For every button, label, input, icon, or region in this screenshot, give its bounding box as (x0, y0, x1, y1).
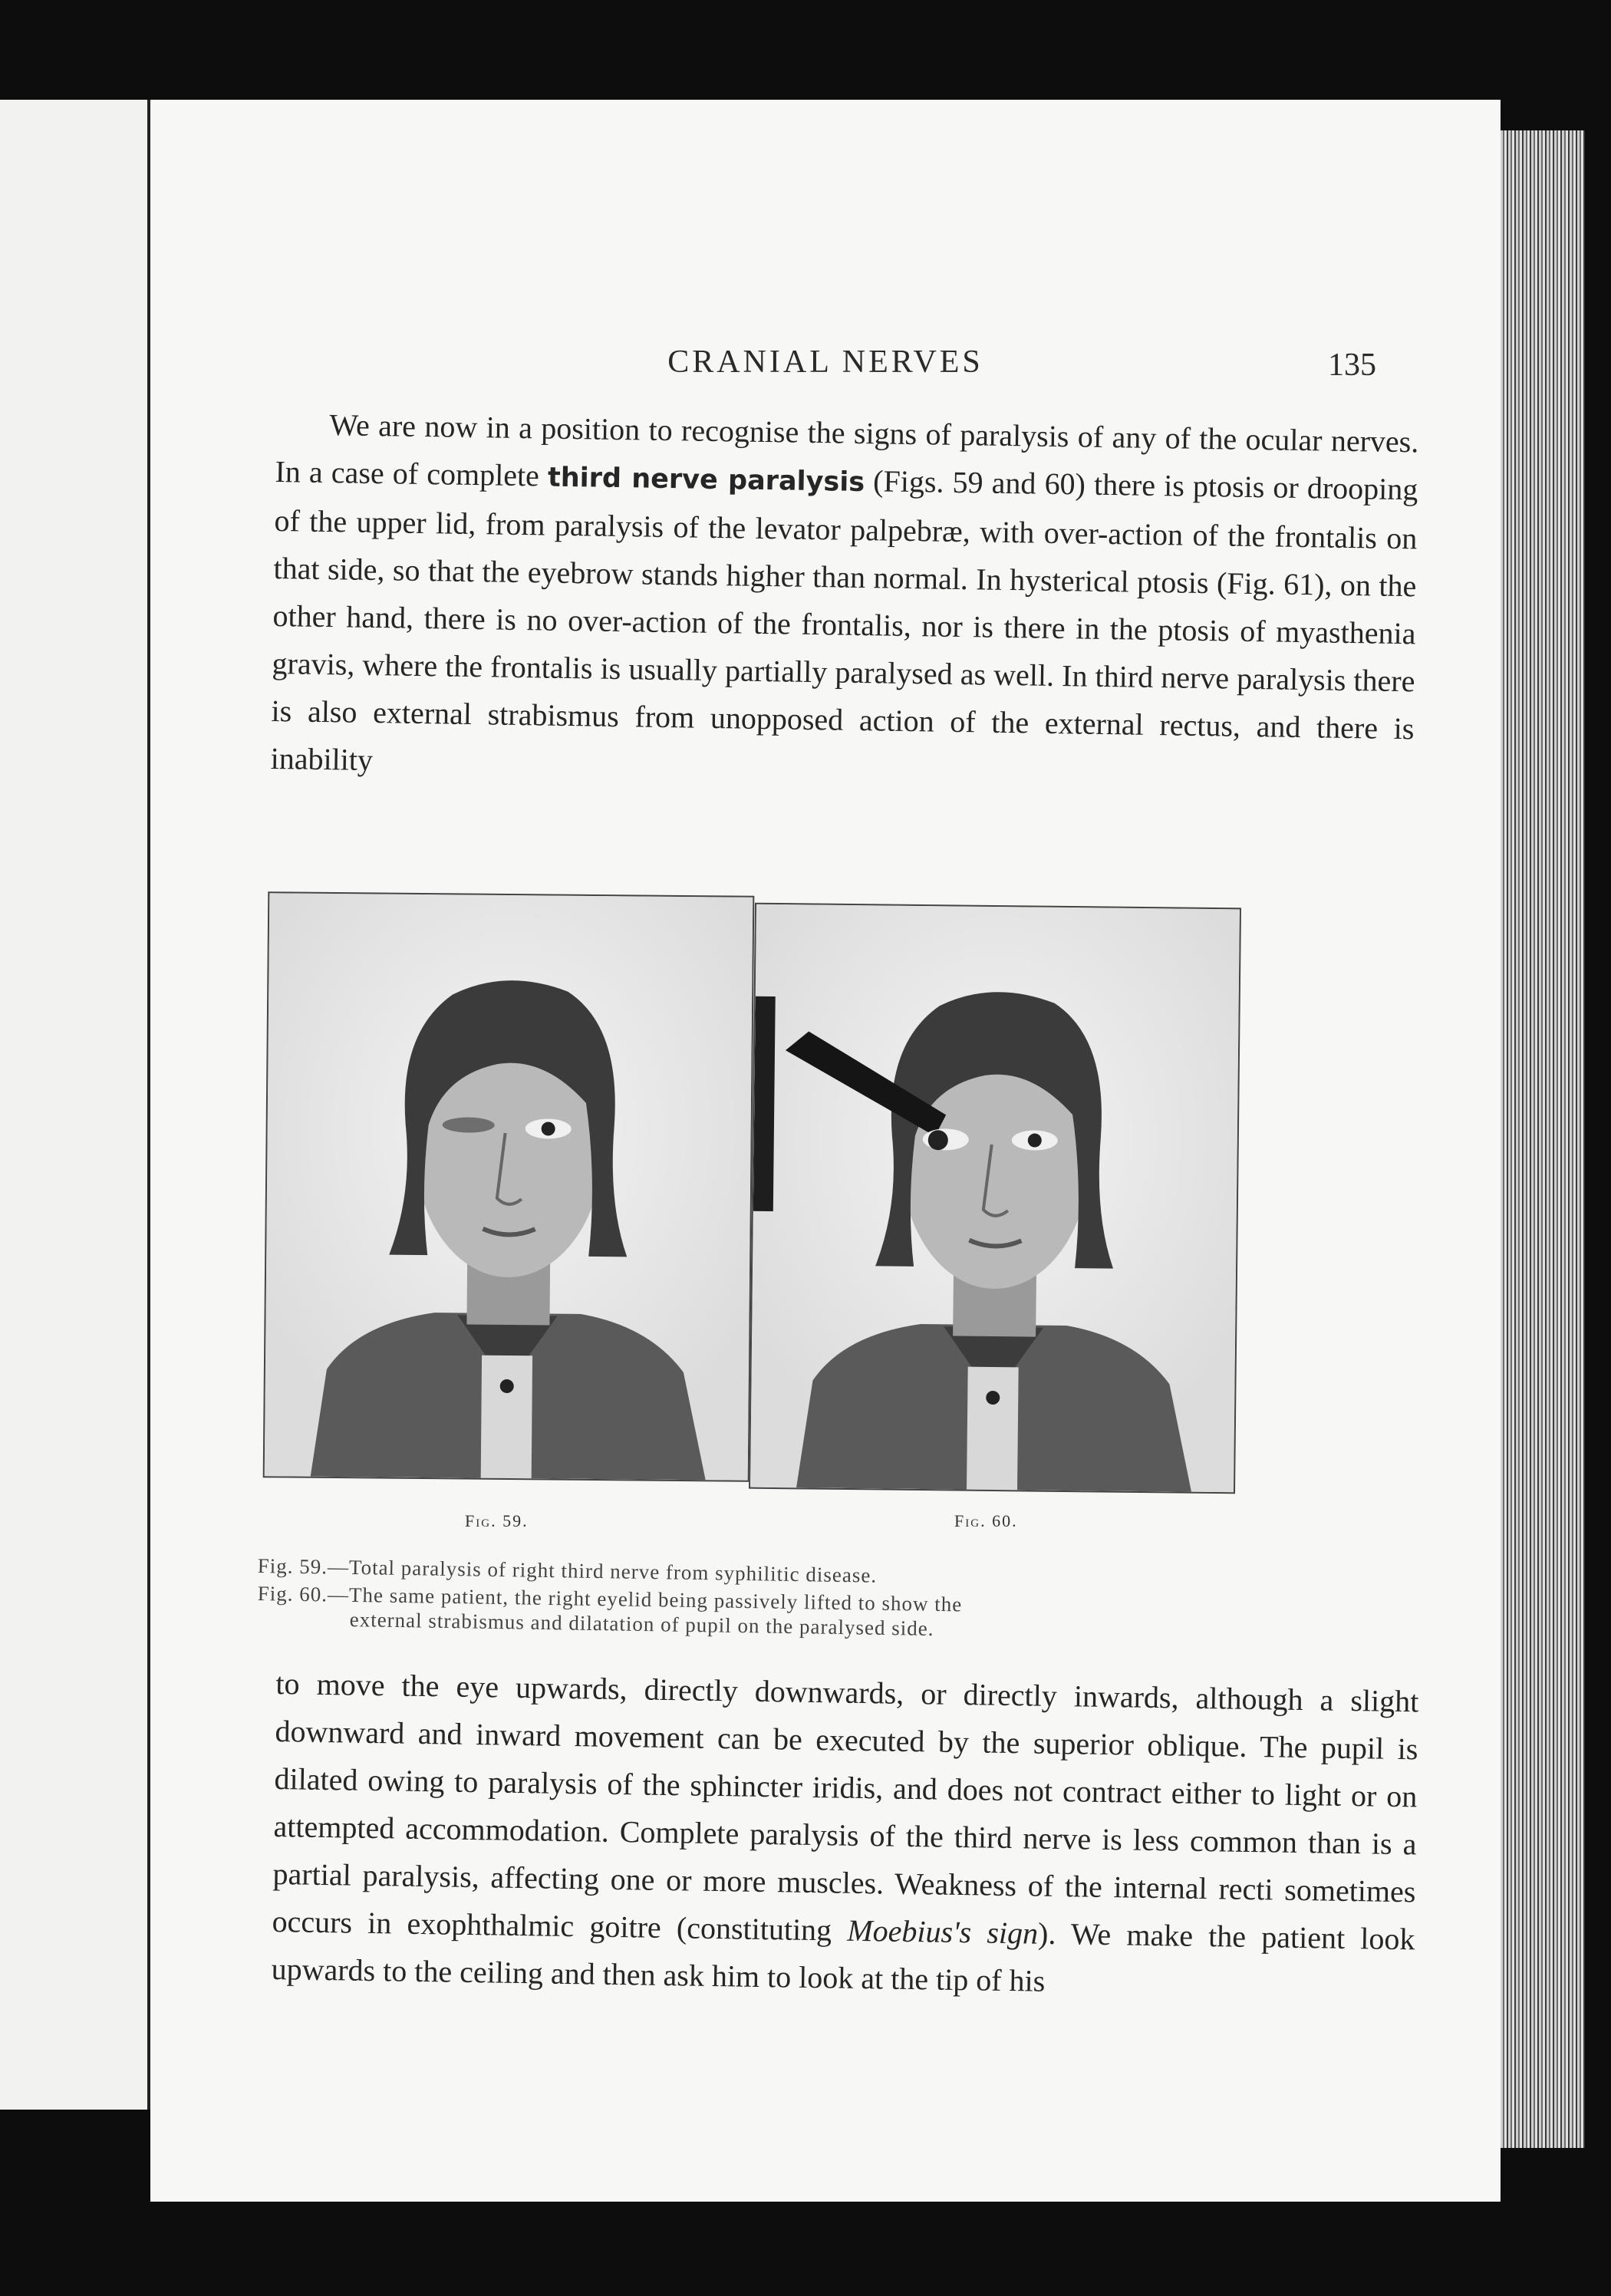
paragraph-1 (270, 400, 1419, 800)
paragraph-1-bold-term: third nerve paralysis (547, 462, 865, 499)
paragraph-1-text-b: (Figs. 59 and 60) there is ptosis or drooping of the upper lid, from paralysis of the levator palpebræ, with over-action of the frontalis on that side, so that the eyebrow stands higher than normal. In hysterical ptosis (Fig. 61), on the other hand, there is no over-action of the frontalis, nor is there in the ptosis of myasthenia gravis, where the frontalis is usually partially paralysed as well. In third nerve paralysis there is also external strabismus from unopposed action of the external rectus, and there is inability (270, 463, 1418, 778)
facing-page-edge (0, 100, 150, 2110)
page-number: 135 (1328, 348, 1376, 383)
book-page (150, 100, 1501, 2202)
caption-figure-60-line-1: Fig. 60.—The same patient, the right eyelid being passively lifted to show the (257, 1581, 963, 1616)
paragraph-2-italic-term: Moebius's sign (847, 1912, 1039, 1951)
figure-60-photo (749, 903, 1241, 1494)
paragraph-1-text-a: We are now in a position to recognise the signs of paralysis of any of the ocular nerves. In a case of complete (275, 407, 1419, 493)
figure-59-label: Fig. 59. (465, 1511, 529, 1530)
paragraph-2-text-b: ). We make the patient look upwards to the ceiling and then ask him to look at the tip of his (271, 1916, 1415, 1998)
running-head: CRANIAL NERVES (667, 344, 983, 380)
paragraph-2-text-a: to move the eye upwards, directly downwards, or directly inwards, although a slight downward and inward movement can be executed by the superior oblique. The pupil is dilated owing to paralysis of the sphincter iridis, and does not contract either to light or on attempted accommodation. Complete paralysis of the third nerve is less common than is a partial paralysis, affecting one or more muscles. Weakness of the internal recti sometimes occurs in exophthalmic goitre (constituting (272, 1665, 1419, 1948)
figure-60-label: Fig. 60. (954, 1511, 1018, 1530)
figure-59-photo (263, 891, 755, 1482)
paragraph-2 (271, 1660, 1419, 2011)
caption-figure-60-line-2: external strabismus and dilatation of pupil on the paralysed side. (349, 1607, 934, 1640)
caption-figure-59: Fig. 59.—Total paralysis of right third nerve from syphilitic disease. (257, 1553, 878, 1587)
book-page-edges (1501, 130, 1585, 2148)
